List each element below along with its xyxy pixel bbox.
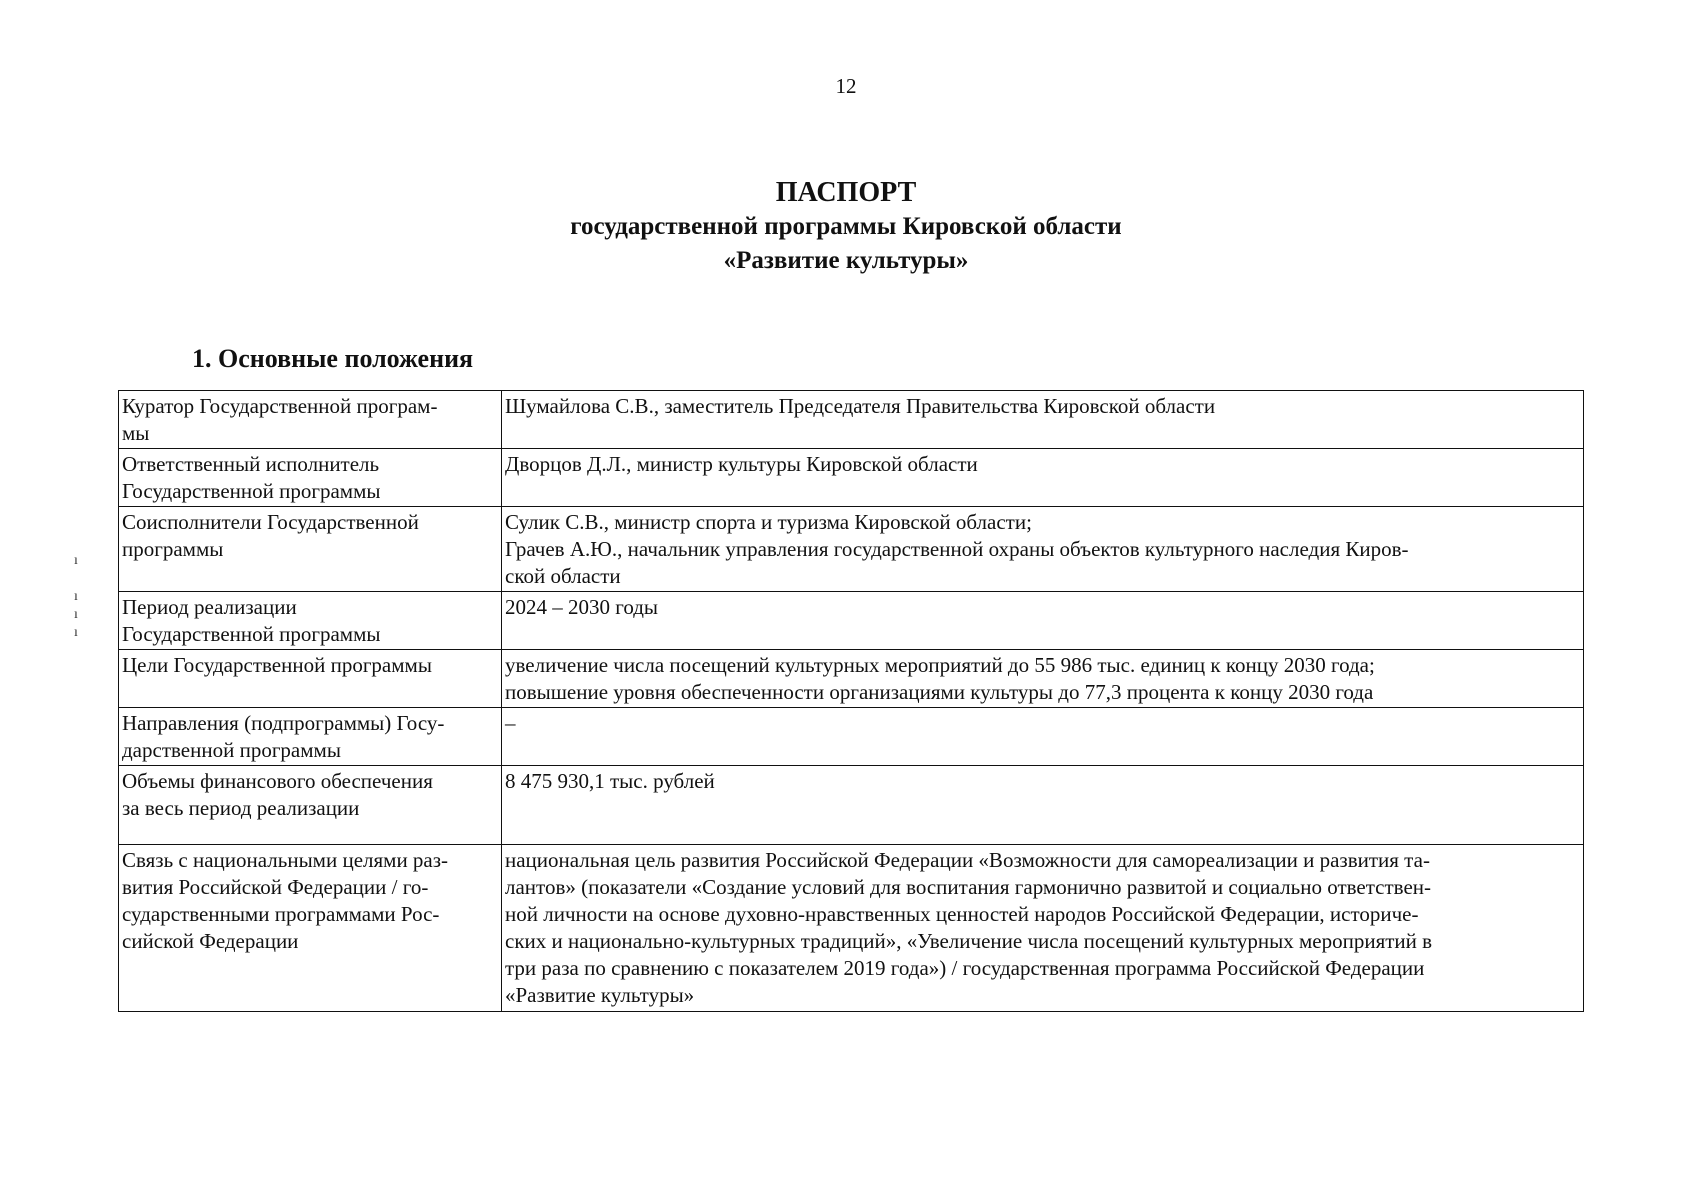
label-line: дарственной программы bbox=[122, 738, 341, 762]
value-line: – bbox=[505, 711, 516, 735]
title-line-3: «Развитие культуры» bbox=[723, 247, 969, 274]
margin-marks: ı ı ı ı bbox=[74, 553, 78, 640]
passport-table bbox=[118, 390, 1584, 1012]
row-value bbox=[502, 507, 1584, 592]
row-value bbox=[502, 650, 1584, 708]
section-heading: 1. Основные положения bbox=[192, 344, 474, 373]
label-line: Цели Государственной программы bbox=[122, 653, 432, 677]
value-line: три раза по сравнению с показателем 2019 года») / государственная программа Российской Федерации bbox=[505, 956, 1425, 980]
row-value bbox=[502, 592, 1584, 650]
table-row-financing bbox=[119, 766, 1584, 845]
row-label bbox=[119, 708, 502, 766]
value-line: лантов» (показатели «Создание условий для воспитания гармонично развитой и социально ответствен- bbox=[505, 875, 1432, 899]
title-main: ПАСПОРТ bbox=[775, 177, 917, 208]
value-line: увеличение числа посещений культурных мероприятий до 55 986 тыс. единиц к концу 2030 года; bbox=[505, 653, 1375, 677]
label-line: Государственной программы bbox=[122, 479, 381, 503]
value-line: национальная цель развития Российской Федерации «Возможности для самореализации и развития та- bbox=[505, 848, 1430, 872]
label-line: Ответственный исполнитель bbox=[122, 452, 380, 476]
table-row-goals bbox=[119, 650, 1584, 708]
row-value bbox=[502, 845, 1584, 1012]
row-value bbox=[502, 391, 1584, 449]
row-value bbox=[502, 708, 1584, 766]
label-line: Направления (подпрограммы) Госу- bbox=[122, 711, 445, 735]
value-line: повышение уровня обеспеченности организациями культуры до 77,3 процента к концу 2030 года bbox=[505, 680, 1374, 704]
row-label bbox=[119, 845, 502, 1012]
row-label bbox=[119, 449, 502, 507]
label-line: мы bbox=[122, 421, 150, 445]
value-line: Дворцов Д.Л., министр культуры Кировской области bbox=[505, 452, 978, 476]
label-line: программы bbox=[122, 537, 224, 561]
value-line: 2024 – 2030 годы bbox=[505, 595, 659, 619]
value-line: Грачев А.Ю., начальник управления государственной охраны объектов культурного наследия Киров- bbox=[505, 537, 1409, 561]
table-row-curator bbox=[119, 391, 1584, 449]
value-line: Шумайлова С.В., заместитель Председателя Правительства Кировской области bbox=[505, 394, 1216, 418]
table-row-national-goals bbox=[119, 845, 1584, 1012]
label-line: вития Российской Федерации / го- bbox=[122, 875, 429, 899]
table-row-responsible bbox=[119, 449, 1584, 507]
label-line: Объемы финансового обеспечения bbox=[122, 769, 433, 793]
document-title bbox=[0, 176, 1692, 278]
row-label bbox=[119, 592, 502, 650]
page-number: 12 bbox=[835, 74, 857, 98]
value-line: Сулик С.В., министр спорта и туризма Кировской области; bbox=[505, 510, 1032, 534]
value-line: ских и национально-культурных традиций», «Увеличение числа посещений культурных мероприятий в bbox=[505, 929, 1433, 953]
row-value bbox=[502, 766, 1584, 845]
table-row-period bbox=[119, 592, 1584, 650]
value-line: ской области bbox=[505, 564, 621, 588]
label-line: Связь с национальными целями раз- bbox=[122, 848, 449, 872]
label-line: сийской Федерации bbox=[122, 929, 299, 953]
table-row-directions bbox=[119, 708, 1584, 766]
value-line: 8 475 930,1 тыс. рублей bbox=[505, 769, 715, 793]
row-label bbox=[119, 766, 502, 845]
row-value bbox=[502, 449, 1584, 507]
title-line-2: государственной программы Кировской области bbox=[570, 213, 1122, 240]
value-line: «Развитие культуры» bbox=[505, 983, 695, 1007]
value-line: ной личности на основе духовно-нравственных ценностей народов Российской Федерации, историче- bbox=[505, 902, 1419, 926]
label-line: за весь период реализации bbox=[122, 796, 360, 820]
label-line: Куратор Государственной програм- bbox=[122, 394, 438, 418]
row-label bbox=[119, 650, 502, 708]
label-line: Период реализации bbox=[122, 595, 297, 619]
row-label bbox=[119, 507, 502, 592]
table-row-coexecutors bbox=[119, 507, 1584, 592]
label-line: Государственной программы bbox=[122, 622, 381, 646]
label-line: Соисполнители Государственной bbox=[122, 510, 419, 534]
row-label bbox=[119, 391, 502, 449]
label-line: сударственными программами Рос- bbox=[122, 902, 440, 926]
